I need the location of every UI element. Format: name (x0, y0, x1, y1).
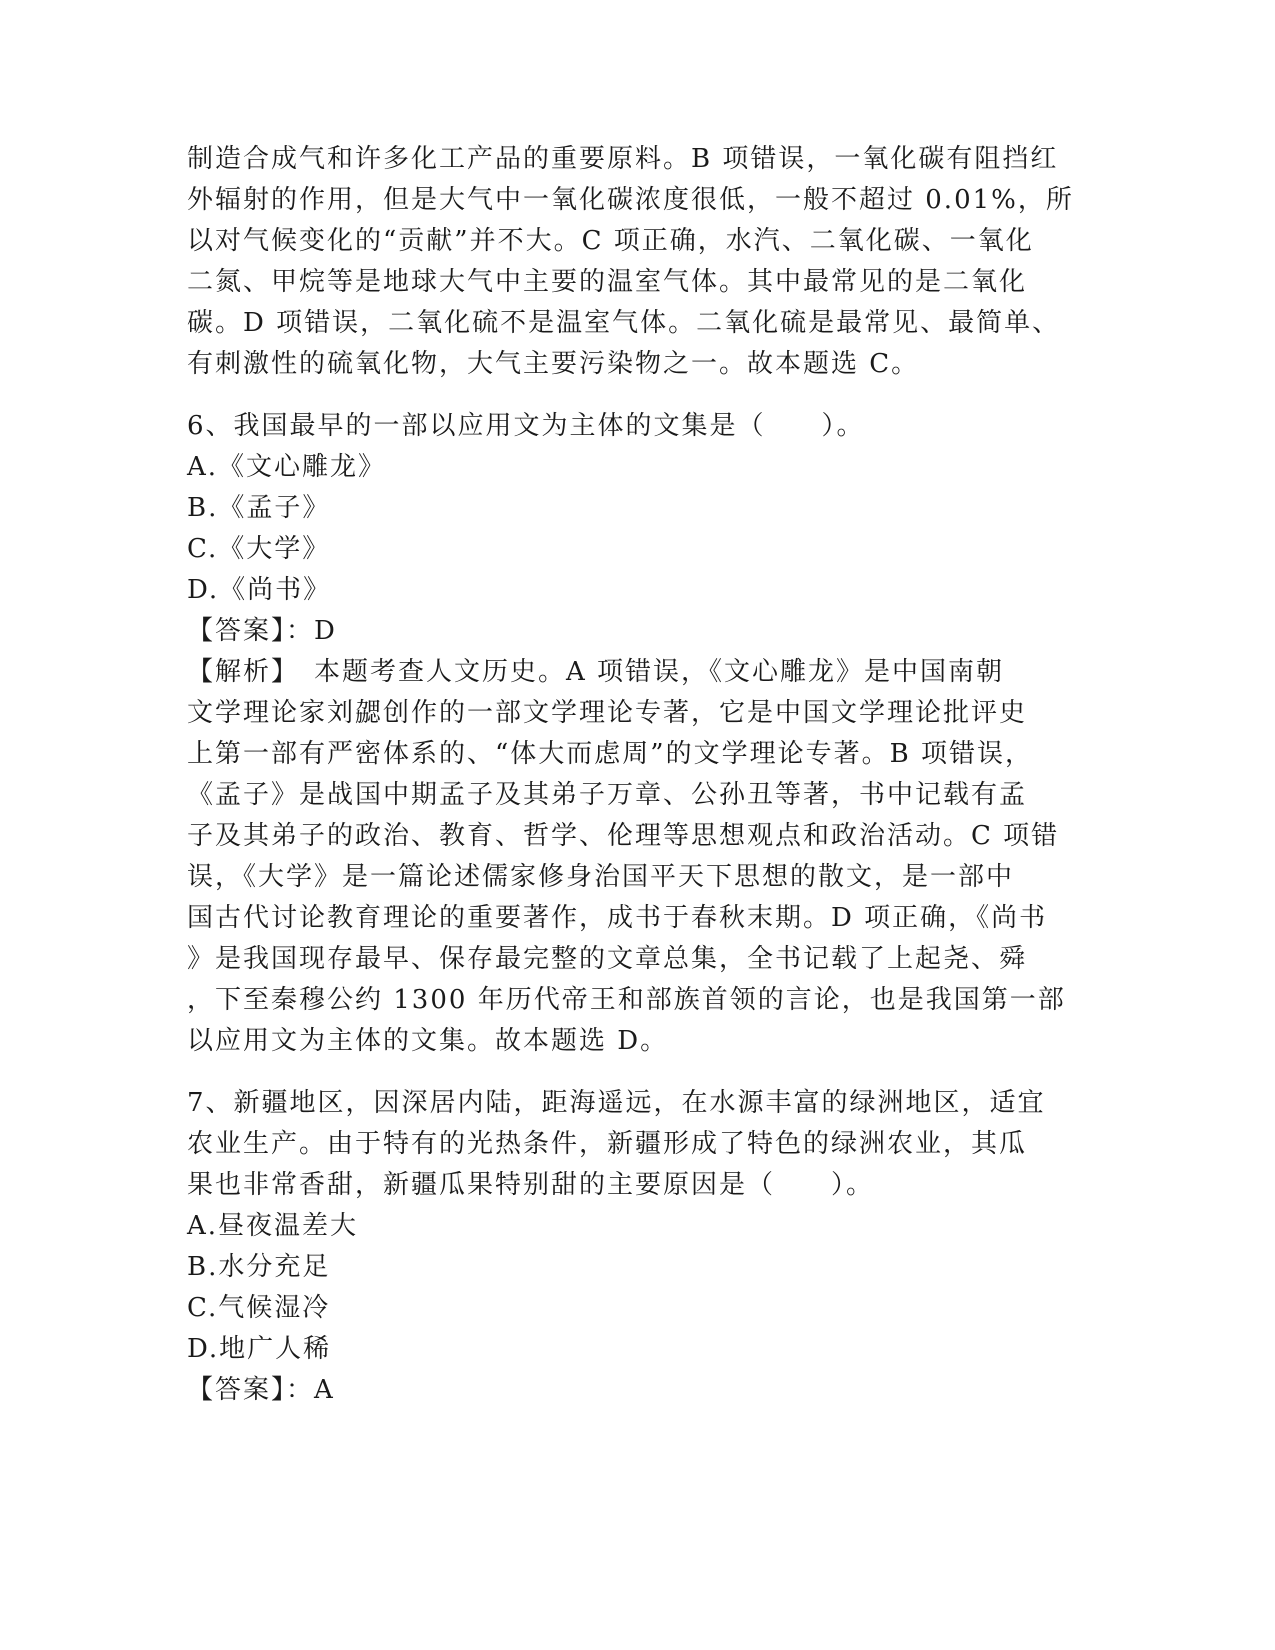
q7-option-a: A.昼夜温差大 (187, 1211, 359, 1241)
q7-option-d: D.地广人稀 (187, 1334, 332, 1364)
q6-analysis-line: 上第一部有严密体系的、“体大而虑周”的文学理论专著。B 项错误， (187, 739, 1033, 769)
q6-analysis-line: 《孟子》是战国中期孟子及其弟子万章、公孙丑等著，书中记载有孟 (187, 780, 1028, 810)
explanation-line: 二氮、甲烷等是地球大气中主要的温室气体。其中最常见的是二氧化 (187, 267, 1028, 297)
explanation-line: 制造合成气和许多化工产品的重要原料。B 项错误，一氧化碳有阻挡红 (187, 144, 1059, 174)
q6-analysis-line: 子及其弟子的政治、教育、哲学、伦理等思想观点和政治活动。C 项错 (187, 821, 1060, 851)
explanation-line: 碳。D 项错误，二氧化硫不是温室气体。二氧化硫是最常见、最简单、 (187, 308, 1061, 338)
explanation-line: 有刺激性的硫氧化物，大气主要污染物之一。故本题选 C。 (187, 349, 920, 379)
q6-analysis-line: 以应用文为主体的文集。故本题选 D。 (187, 1026, 669, 1056)
q7-option-c: C.气候湿冷 (187, 1293, 331, 1323)
q6-option-a: A.《文心雕龙》 (187, 452, 387, 482)
q6-option-b: B.《孟子》 (187, 493, 331, 523)
q7-answer: 【答案】：A (187, 1375, 335, 1405)
q6-analysis-line: 【解析】 本题考查人文历史。A 项错误，《文心雕龙》是中国南朝 (187, 657, 1005, 687)
question-7-text: 农业生产。由于特有的光热条件，新疆形成了特色的绿洲农业，其瓜 (187, 1129, 1028, 1159)
q6-analysis-line: 国古代讨论教育理论的重要著作，成书于春秋末期。D 项正确，《尚书 (187, 903, 1048, 933)
q6-analysis-line: 误，《大学》是一篇论述儒家修身治国平天下思想的散文，是一部中 (187, 862, 1015, 892)
q6-option-d: D.《尚书》 (187, 575, 332, 605)
question-7-text: 果也非常香甜，新疆瓜果特别甜的主要原因是（ ）。 (187, 1170, 875, 1200)
q6-analysis-line: 》是我国现存最早、保存最完整的文章总集，全书记载了上起尧、舜 (187, 944, 1028, 974)
q6-option-c: C.《大学》 (187, 534, 331, 564)
q6-analysis-line: ，下至秦穆公约 1300 年历代帝王和部族首领的言论，也是我国第一部 (187, 985, 1066, 1015)
explanation-line: 以对气候变化的“贡献”并不大。C 项正确，水汽、二氧化碳、一氧化 (187, 226, 1034, 256)
q6-answer: 【答案】：D (187, 616, 337, 646)
explanation-line: 外辐射的作用，但是大气中一氧化碳浓度很低，一般不超过 0.01%，所 (187, 185, 1074, 215)
q7-option-b: B.水分充足 (187, 1252, 331, 1282)
q6-analysis-line: 文学理论家刘勰创作的一部文学理论专著，它是中国文学理论批评史 (187, 698, 1028, 728)
question-6-text: 6、我国最早的一部以应用文为主体的文集是（ ）。 (187, 411, 865, 441)
question-7-text: 7、新疆地区，因深居内陆，距海遥远，在水源丰富的绿洲地区，适宜 (187, 1088, 1046, 1118)
